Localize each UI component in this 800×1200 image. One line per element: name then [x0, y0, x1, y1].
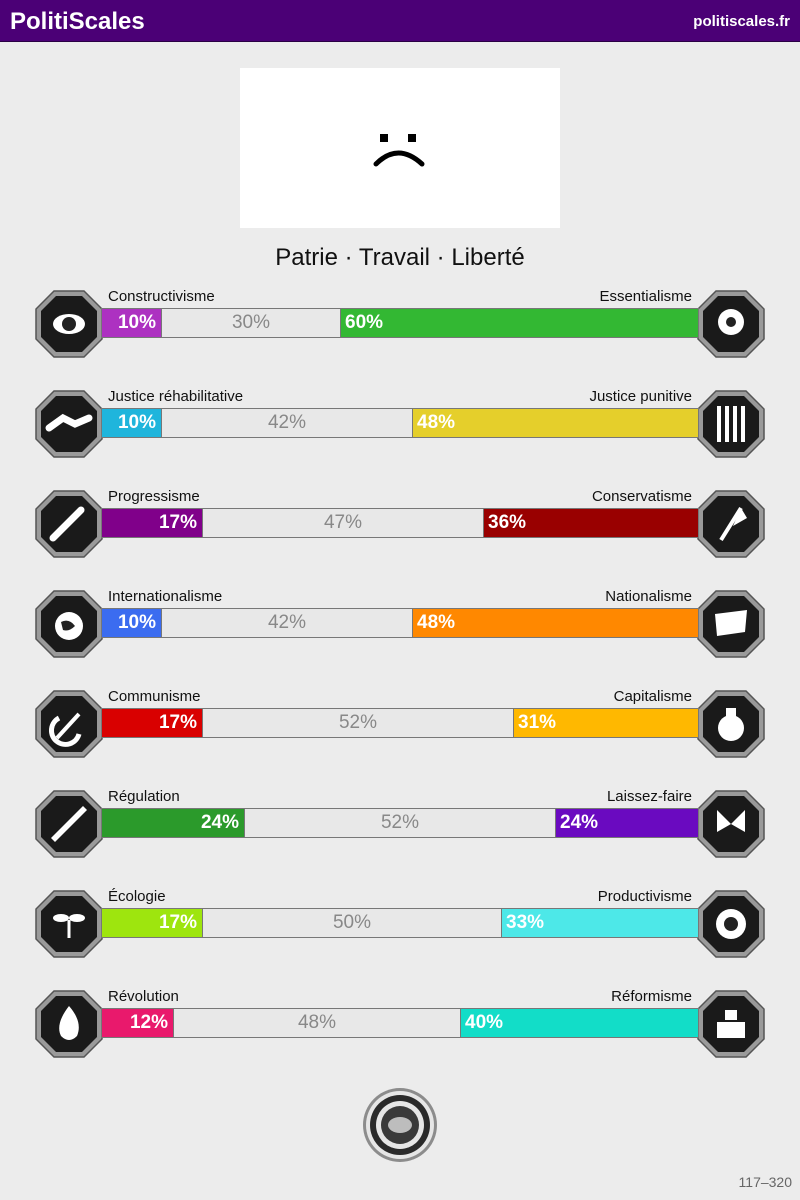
sprout-icon	[33, 888, 105, 960]
axis-neutral-segment: 52%	[338, 712, 378, 733]
axis-row	[0, 388, 800, 468]
axis-left-segment: 12%	[102, 1009, 174, 1037]
axis-bar	[101, 308, 699, 338]
axis-left-label: Constructivisme	[108, 288, 215, 305]
axis-right-segment: 48%	[412, 609, 698, 637]
axis-neutral-segment: 42%	[267, 612, 307, 633]
axis-bar	[101, 808, 699, 838]
axis-neutral-segment: 47%	[323, 512, 363, 533]
axis-row	[0, 888, 800, 968]
axis-neutral-segment: 52%	[380, 812, 420, 833]
money-bag-icon	[695, 688, 767, 760]
axis-right-label: Laissez-faire	[606, 788, 692, 805]
handshake-icon	[33, 388, 105, 460]
axis-right-segment: 36%	[483, 509, 698, 537]
axis-right-segment: 48%	[412, 409, 698, 437]
axis-left-label: Révolution	[108, 988, 179, 1005]
axis-left-segment: 10%	[102, 609, 162, 637]
result-flag	[240, 68, 560, 228]
axis-neutral-segment: 48%	[297, 1012, 337, 1033]
axis-left-segment: 24%	[102, 809, 245, 837]
axis-left-label: Progressisme	[108, 488, 200, 505]
axis-left-label: Justice réhabilitative	[108, 388, 244, 405]
axis-right-segment: 40%	[460, 1009, 698, 1037]
axis-bar	[101, 1008, 699, 1038]
site-link[interactable]: politiscales.fr	[693, 13, 790, 30]
ballot-box-icon	[695, 988, 767, 1060]
hammer-sickle-icon	[33, 688, 105, 760]
butterfly-icon	[695, 788, 767, 860]
axis-right-segment: 31%	[513, 709, 698, 737]
fire-icon	[33, 988, 105, 1060]
axis-right-label: Essentialisme	[599, 288, 692, 305]
sad-face-icon	[370, 130, 430, 172]
axis-left-label: Écologie	[108, 888, 166, 905]
axis-row	[0, 788, 800, 868]
axis-neutral-segment: 30%	[231, 312, 271, 333]
axis-right-label: Capitalisme	[613, 688, 692, 705]
axis-row	[0, 488, 800, 568]
axis-right-segment: 60%	[340, 309, 698, 337]
app-header	[0, 0, 800, 42]
axis-right-label: Productivisme	[597, 888, 692, 905]
axis-bar	[101, 908, 699, 938]
score-range: 117–320	[738, 1174, 792, 1190]
axis-bar	[101, 408, 699, 438]
axis-left-segment: 10%	[102, 309, 162, 337]
rocket-icon	[33, 488, 105, 560]
axis-row	[0, 288, 800, 368]
axis-row	[0, 988, 800, 1068]
axis-right-label: Réformisme	[611, 988, 692, 1005]
flag-icon	[695, 588, 767, 660]
quill-icon	[695, 488, 767, 560]
prison-bars-icon	[695, 388, 767, 460]
axis-neutral-segment: 42%	[267, 412, 307, 433]
axis-row	[0, 588, 800, 668]
axis-neutral-segment: 50%	[332, 912, 372, 933]
axis-bar	[101, 708, 699, 738]
axis-row	[0, 688, 800, 768]
gear-icon	[695, 888, 767, 960]
axis-left-segment: 10%	[102, 409, 162, 437]
axis-right-label: Conservatisme	[591, 488, 692, 505]
axis-left-segment: 17%	[102, 909, 203, 937]
axis-left-segment: 17%	[102, 509, 203, 537]
ruler-icon	[33, 788, 105, 860]
app-title[interactable]: PolitiScales	[10, 8, 145, 35]
flower-icon	[695, 288, 767, 360]
axis-right-segment: 24%	[555, 809, 698, 837]
axis-left-label: Communisme	[108, 688, 201, 705]
axis-left-label: Internationalisme	[108, 588, 223, 605]
axis-bar	[101, 508, 699, 538]
axis-bar	[101, 608, 699, 638]
axis-right-label: Nationalisme	[605, 588, 692, 605]
politiscales-seal-icon[interactable]	[362, 1087, 438, 1163]
motto: Patrie · Travail · Liberté	[275, 244, 525, 271]
eye-icon	[33, 288, 105, 360]
axis-left-segment: 17%	[102, 709, 203, 737]
axis-left-label: Régulation	[108, 788, 180, 805]
axis-right-segment: 33%	[501, 909, 698, 937]
globe-icon	[33, 588, 105, 660]
axis-right-label: Justice punitive	[589, 388, 692, 405]
